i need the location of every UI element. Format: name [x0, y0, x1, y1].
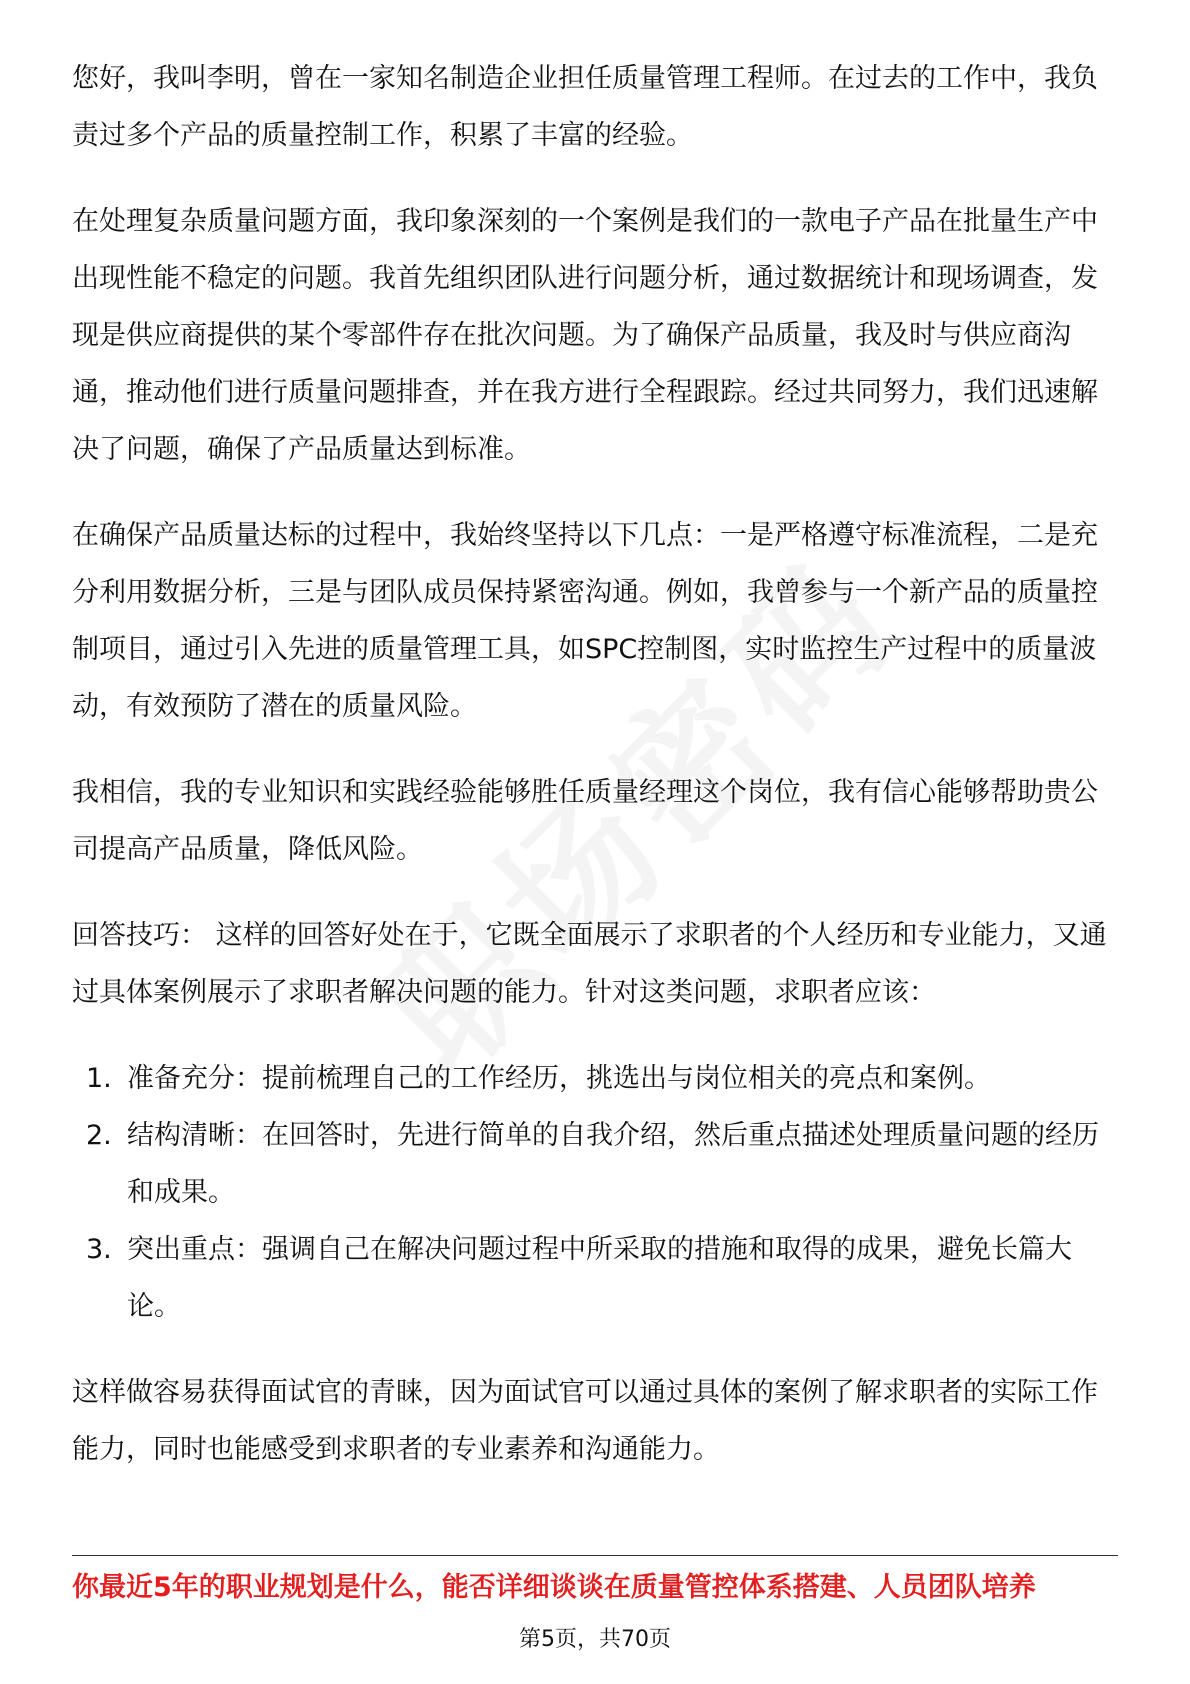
- section-divider: [72, 1555, 1118, 1556]
- paragraph-intro: 您好，我叫李明，曾在一家知名制造企业担任质量管理工程师。在过去的工作中，我负责过多个产品的质量控制工作，积累了丰富的经验。: [72, 63, 1098, 151]
- paragraph-confidence: 我相信，我的专业知识和实践经验能够胜任质量经理这个岗位，我有信心能够帮助贵公司提高产品质量，降低风险。: [72, 777, 1098, 865]
- list-item-text: 准备充分：提前梳理自己的工作经历，挑选出与岗位相关的亮点和案例。: [127, 1063, 991, 1094]
- list-item-text: 结构清晰：在回答时，先进行简单的自我介绍，然后重点描述处理质量问题的经历和成果。: [127, 1120, 1099, 1208]
- paragraph-case: 在处理复杂质量问题方面，我印象深刻的一个案例是我们的一款电子产品在批量生产中出现性能不稳定的问题。我首先组织团队进行问题分析，通过数据统计和现场调查，发现是供应商提供的某个零部件存在批次问题。为了确保产品质量，我及时与供应商沟通，推动他们进行质量问题排查，并在我方进行全程跟踪。经过共同努力，我们迅速解决了问题，确保了产品质量达到标准。: [72, 206, 1098, 465]
- list-item-number: 2.: [86, 1120, 112, 1151]
- document-body: [72, 50, 1118, 1507]
- next-question-heading: 你最近5年的职业规划是什么，能否详细谈谈在质量管控体系搭建、人员团队培养: [72, 1572, 1036, 1603]
- tips-list: [72, 1050, 1118, 1335]
- page-number: 第5页，共70页: [519, 1627, 671, 1652]
- paragraph-conclusion: 这样做容易获得面试官的青睐，因为面试官可以通过具体的案例了解求职者的实际工作能力，同时也能感受到求职者的专业素养和沟通能力。: [72, 1377, 1098, 1465]
- list-item-number: 1.: [86, 1063, 112, 1094]
- list-item-number: 3.: [86, 1234, 112, 1265]
- list-item: [72, 1107, 1118, 1221]
- paragraph-tips-intro: 回答技巧： 这样的回答好处在于，它既全面展示了求职者的个人经历和专业能力，又通过具体案例展示了求职者解决问题的能力。针对这类问题，求职者应该：: [72, 920, 1107, 1008]
- list-item: [72, 1221, 1118, 1335]
- list-item-text: 突出重点：强调自己在解决问题过程中所采取的措施和取得的成果，避免长篇大论。: [127, 1234, 1072, 1322]
- list-item: [72, 1050, 1118, 1107]
- paragraph-principles: 在确保产品质量达标的过程中，我始终坚持以下几点：一是严格遵守标准流程，二是充分利用数据分析，三是与团队成员保持紧密沟通。例如，我曾参与一个新产品的质量控制项目，通过引入先进的质量管理工具，如SPC控制图，实时监控生产过程中的质量波动，有效预防了潜在的质量风险。: [72, 520, 1098, 722]
